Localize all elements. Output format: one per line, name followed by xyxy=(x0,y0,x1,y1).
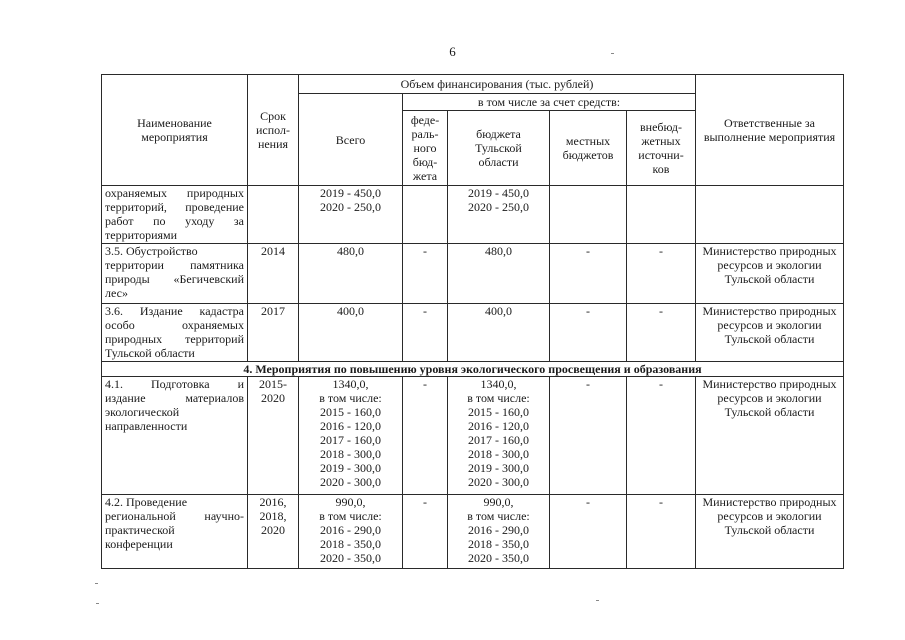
table-row xyxy=(102,186,844,244)
row-regional-line: 2020 - 350,0 xyxy=(468,551,529,565)
table-row xyxy=(102,495,844,569)
row-term-line: 2020 xyxy=(261,391,285,405)
header-extra-line: внебюд- xyxy=(640,120,682,134)
row-name-line: региональной научно- xyxy=(105,509,244,523)
row-regional-line: 2017 - 160,0 xyxy=(468,433,529,447)
row-regional-line: 2020 - 250,0 xyxy=(468,200,529,214)
row-regional-line: 2016 - 120,0 xyxy=(468,419,529,433)
row-regional xyxy=(448,244,550,304)
row-regional-line: 2018 - 300,0 xyxy=(468,447,529,461)
row-responsible xyxy=(696,495,844,569)
row-total xyxy=(299,377,403,495)
row-responsible-line: Министерство природных xyxy=(702,377,837,391)
row-total-line: 2020 - 350,0 xyxy=(320,551,381,565)
row-responsible-line: ресурсов и экологии xyxy=(717,318,822,332)
header-regional-line: области xyxy=(478,155,519,169)
row-total xyxy=(299,186,403,244)
header-term xyxy=(248,75,299,186)
header-total xyxy=(299,94,403,186)
header-local-line: бюджетов xyxy=(562,148,614,162)
row-term xyxy=(248,186,299,244)
row-name xyxy=(102,495,248,569)
header-regional-line: Тульской xyxy=(475,141,522,155)
row-total-line: 2020 - 250,0 xyxy=(320,200,381,214)
row-local: - xyxy=(550,377,627,495)
row-total-line: 2019 - 450,0 xyxy=(320,186,381,200)
row-local: - xyxy=(550,495,627,569)
row-name-line: природных территорий xyxy=(105,332,244,346)
row-name-line: территорий, проведение xyxy=(105,200,244,214)
row-total-line: 2018 - 350,0 xyxy=(320,537,381,551)
row-term-line: 2016, xyxy=(259,495,287,509)
row-name-line: лес» xyxy=(105,286,128,300)
page-number: 6 xyxy=(449,44,456,59)
header-federal xyxy=(403,111,448,186)
row-extra: - xyxy=(627,244,696,304)
row-name-line: направленности xyxy=(105,419,188,433)
row-regional-line: 1340,0, xyxy=(480,377,517,391)
table-row xyxy=(102,244,844,304)
row-total-line: в том числе: xyxy=(319,509,382,523)
header-responsible xyxy=(696,75,844,186)
row-responsible xyxy=(696,304,844,362)
row-name xyxy=(102,244,248,304)
section-title: 4. Мероприятия по повышению уровня экологического просвещения и образования xyxy=(102,362,844,377)
row-federal xyxy=(403,186,448,244)
row-regional-line: 2019 - 300,0 xyxy=(468,461,529,475)
row-name-line: работ по уходу за xyxy=(105,214,244,228)
row-responsible-line: ресурсов и экологии xyxy=(717,509,822,523)
row-extra: - xyxy=(627,495,696,569)
row-total-line: 480,0 xyxy=(337,244,364,258)
header-extra xyxy=(627,111,696,186)
row-name-line: территориями xyxy=(105,228,178,242)
row-local: - xyxy=(550,244,627,304)
row-total-line: 1340,0, xyxy=(332,377,369,391)
header-regional-line: бюджета xyxy=(476,127,521,141)
row-term xyxy=(248,244,299,304)
header-responsible-line: выполнение мероприятия xyxy=(703,130,836,144)
section-row xyxy=(102,362,844,377)
row-regional xyxy=(448,377,550,495)
row-responsible-line: Тульской области xyxy=(724,332,815,346)
header-local xyxy=(550,111,627,186)
row-regional-line: в том числе: xyxy=(467,509,530,523)
row-total-line: 2019 - 300,0 xyxy=(320,461,381,475)
row-regional-line: 2015 - 160,0 xyxy=(468,405,529,419)
row-responsible-line: Министерство природных xyxy=(702,304,837,318)
row-term-line: 2018, xyxy=(259,509,287,523)
row-regional xyxy=(448,304,550,362)
row-extra: - xyxy=(627,377,696,495)
row-total-line: в том числе: xyxy=(319,391,382,405)
row-regional-line: 2020 - 300,0 xyxy=(468,475,529,489)
row-name xyxy=(102,377,248,495)
row-responsible-line: Министерство природных xyxy=(702,244,837,258)
row-term-line: 2015- xyxy=(259,377,287,391)
row-federal: - xyxy=(403,377,448,495)
row-total xyxy=(299,495,403,569)
row-total-line: 400,0 xyxy=(337,304,364,318)
row-responsible-line: Министерство природных xyxy=(702,495,837,509)
row-name-line: практической xyxy=(105,523,175,537)
scan-speck xyxy=(96,603,99,604)
scan-speck xyxy=(95,583,98,584)
row-regional-line: 990,0, xyxy=(483,495,514,509)
row-term xyxy=(248,495,299,569)
row-responsible xyxy=(696,244,844,304)
header-term-line: Срок xyxy=(260,109,286,123)
header-funding-group-text: Объем финансирования (тыс. рублей) xyxy=(400,77,594,91)
row-extra xyxy=(627,186,696,244)
row-federal: - xyxy=(403,495,448,569)
header-sources-group xyxy=(403,94,696,111)
header-name-text: Наименование мероприятия xyxy=(137,116,212,144)
row-local xyxy=(550,186,627,244)
row-name xyxy=(102,186,248,244)
table-row xyxy=(102,377,844,495)
row-name-line: 4.2. Проведение xyxy=(105,495,188,509)
row-responsible-line: Тульской области xyxy=(724,523,815,537)
header-federal-line: феде- xyxy=(410,113,440,127)
header-name xyxy=(102,75,248,186)
row-regional-line: 2019 - 450,0 xyxy=(468,186,529,200)
scan-speck xyxy=(611,53,614,54)
row-responsible xyxy=(696,186,844,244)
row-name-line: экологической xyxy=(105,405,180,419)
row-name-line: охраняемых природных xyxy=(105,186,244,200)
row-total-line: 2018 - 300,0 xyxy=(320,447,381,461)
row-regional-line: 400,0 xyxy=(485,304,512,318)
row-term xyxy=(248,377,299,495)
row-regional xyxy=(448,186,550,244)
row-responsible-line: Тульской области xyxy=(724,272,815,286)
row-name-line: 3.6. Издание кадастра xyxy=(105,304,244,318)
header-term-line: испол- xyxy=(256,123,290,137)
header-extra-line: ков xyxy=(652,162,670,176)
row-regional-line: 2018 - 350,0 xyxy=(468,537,529,551)
header-federal-line: жета xyxy=(412,169,438,183)
row-regional-line: в том числе: xyxy=(467,391,530,405)
header-regional xyxy=(448,111,550,186)
row-total-line: 2016 - 120,0 xyxy=(320,419,381,433)
header-federal-line: бюд- xyxy=(412,155,438,169)
row-regional xyxy=(448,495,550,569)
row-responsible-line: ресурсов и экологии xyxy=(717,258,822,272)
row-name-line: территории памятника xyxy=(105,258,244,272)
table-row xyxy=(102,304,844,362)
row-local: - xyxy=(550,304,627,362)
row-regional-line: 480,0 xyxy=(485,244,512,258)
header-local-line: местных xyxy=(565,134,611,148)
row-name-line: Тульской области xyxy=(105,346,195,360)
row-regional-line: 2016 - 290,0 xyxy=(468,523,529,537)
row-total-line: 990,0, xyxy=(335,495,366,509)
row-term-line: 2017 xyxy=(261,304,285,318)
funding-table xyxy=(101,74,844,569)
header-total-text: Всего xyxy=(335,132,366,147)
header-extra-line: источни- xyxy=(638,148,684,162)
row-total-line: 2020 - 300,0 xyxy=(320,475,381,489)
row-term xyxy=(248,304,299,362)
header-federal-line: раль- xyxy=(411,127,439,141)
header-sources-group-text: в том числе за счет средств: xyxy=(477,95,621,109)
header-responsible-line: Ответственные за xyxy=(723,116,815,130)
header-term-line: нения xyxy=(257,137,289,151)
row-term-line: 2014 xyxy=(261,244,285,258)
row-name xyxy=(102,304,248,362)
header-extra-line: жетных xyxy=(641,134,681,148)
row-term-line: 2020 xyxy=(261,523,285,537)
row-total-line: 2015 - 160,0 xyxy=(320,405,381,419)
row-responsible-line: Тульской области xyxy=(724,405,815,419)
row-federal: - xyxy=(403,304,448,362)
header-funding-group xyxy=(299,75,696,94)
scan-speck xyxy=(596,600,599,601)
row-total-line: 2016 - 290,0 xyxy=(320,523,381,537)
row-federal: - xyxy=(403,244,448,304)
row-responsible-line: ресурсов и экологии xyxy=(717,391,822,405)
row-name-line: издание материалов xyxy=(105,391,244,405)
row-name-line: природы «Бегичевский xyxy=(105,272,244,286)
row-responsible xyxy=(696,377,844,495)
row-name-line: особо охраняемых xyxy=(105,318,244,332)
row-total xyxy=(299,244,403,304)
row-total xyxy=(299,304,403,362)
row-total-line: 2017 - 160,0 xyxy=(320,433,381,447)
header-federal-line: ного xyxy=(413,141,437,155)
row-name-line: 4.1. Подготовка и xyxy=(105,377,244,391)
row-name-line: 3.5. Обустройство xyxy=(105,244,198,258)
row-name-line: конференции xyxy=(105,537,173,551)
row-extra: - xyxy=(627,304,696,362)
